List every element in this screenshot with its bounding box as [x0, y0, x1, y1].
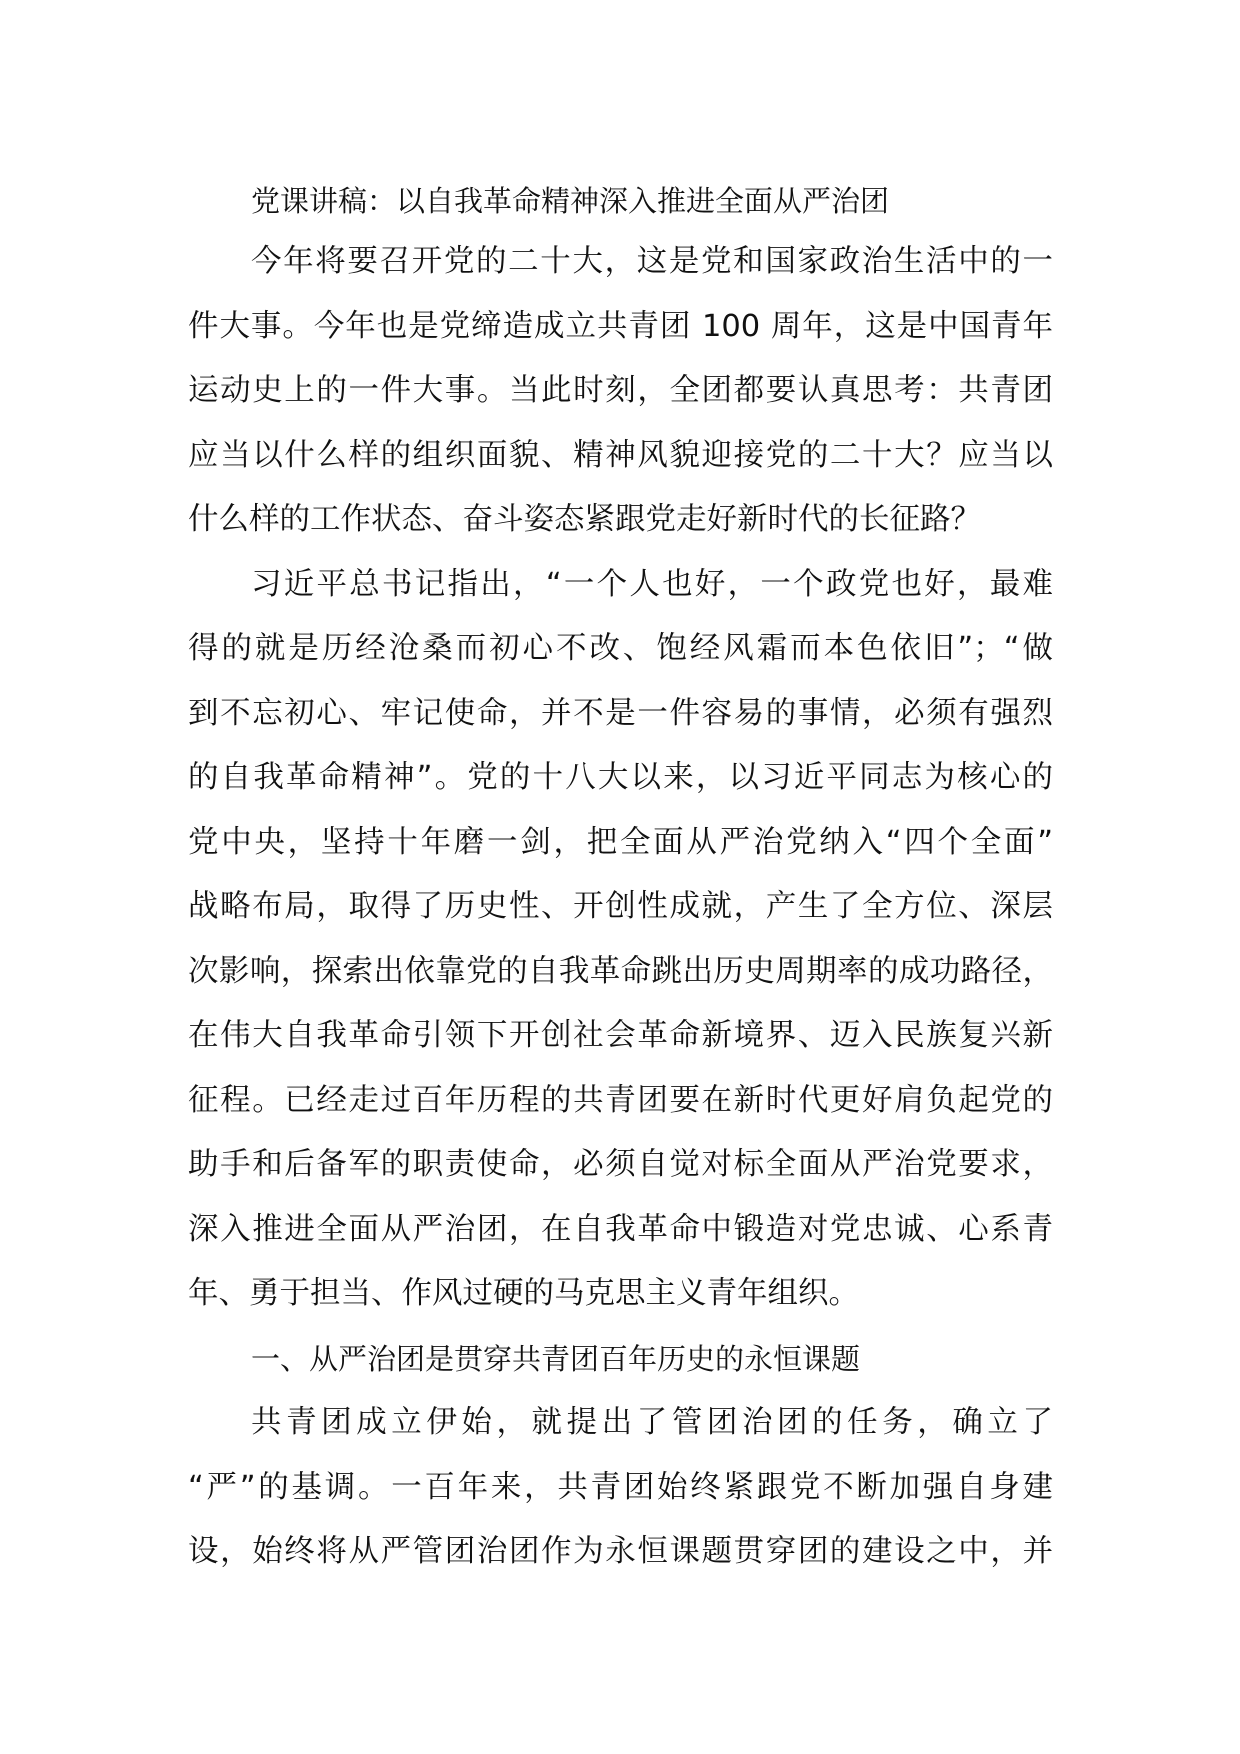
paragraph-line: 的自我革命精神”。党的十八大以来，以习近平同志为核心的	[188, 760, 1053, 795]
document-body	[188, 172, 1053, 1585]
paragraph-line: 年、勇于担当、作风过硬的马克思主义青年组织。	[188, 1276, 859, 1311]
paragraph-line: 设，始终将从严管团治团作为永恒课题贯穿团的建设之中，并	[188, 1534, 1053, 1569]
paragraph-line: 应当以什么样的组织面貌、精神风貌迎接党的二十大？应当以	[188, 437, 1053, 473]
paragraph-line: 助手和后备军的职责使命，必须自觉对标全面从严治党要求，	[188, 1147, 1053, 1182]
paragraph-line: 什么样的工作状态、奋斗姿态紧跟党走好新时代的长征路？	[188, 502, 981, 537]
paragraph-line: 运动史上的一件大事。当此时刻，全团都要认真思考：共青团	[188, 373, 1053, 408]
paragraph-line: 征程。已经走过百年历程的共青团要在新时代更好肩负起党的	[188, 1082, 1053, 1118]
paragraph-line: 共青团成立伊始，就提出了管团治团的任务，确立了	[251, 1405, 1053, 1440]
paragraph-line: 党中央，坚持十年磨一剑，把全面从严治党纳入“四个全面”	[188, 824, 1053, 860]
section-heading: 一、从严治团是贯穿共青团百年历史的永恒课题	[251, 1341, 861, 1376]
paragraph-line: “严”的基调。一百年来，共青团始终紧跟党不断加强自身建	[188, 1469, 1053, 1505]
paragraph-line: 件大事。今年也是党缔造成立共青团 100 周年，这是中国青年	[188, 308, 1053, 344]
paragraph-line: 次影响，探索出依靠党的自我革命跳出历史周期率的成功路径，	[188, 953, 1053, 989]
paragraph-line: 习近平总书记指出，“一个人也好，一个政党也好，最难	[251, 566, 1053, 602]
paragraph-line: 今年将要召开党的二十大，这是党和国家政治生活中的一	[251, 244, 1053, 279]
paragraph-line: 战略布局，取得了历史性、开创性成就，产生了全方位、深层	[188, 889, 1053, 924]
paragraph-line: 得的就是历经沧桑而初心不改、饱经风霜而本色依旧”；“做	[188, 631, 1053, 666]
paragraph-line: 在伟大自我革命引领下开创社会革命新境界、迈入民族复兴新	[188, 1018, 1053, 1053]
paragraph-line: 到不忘初心、牢记使命，并不是一件容易的事情，必须有强烈	[188, 695, 1053, 731]
document-title: 党课讲稿：以自我革命精神深入推进全面从严治团	[251, 184, 890, 218]
paragraph-line: 深入推进全面从严治团，在自我革命中锻造对党忠诚、心系青	[188, 1211, 1053, 1247]
